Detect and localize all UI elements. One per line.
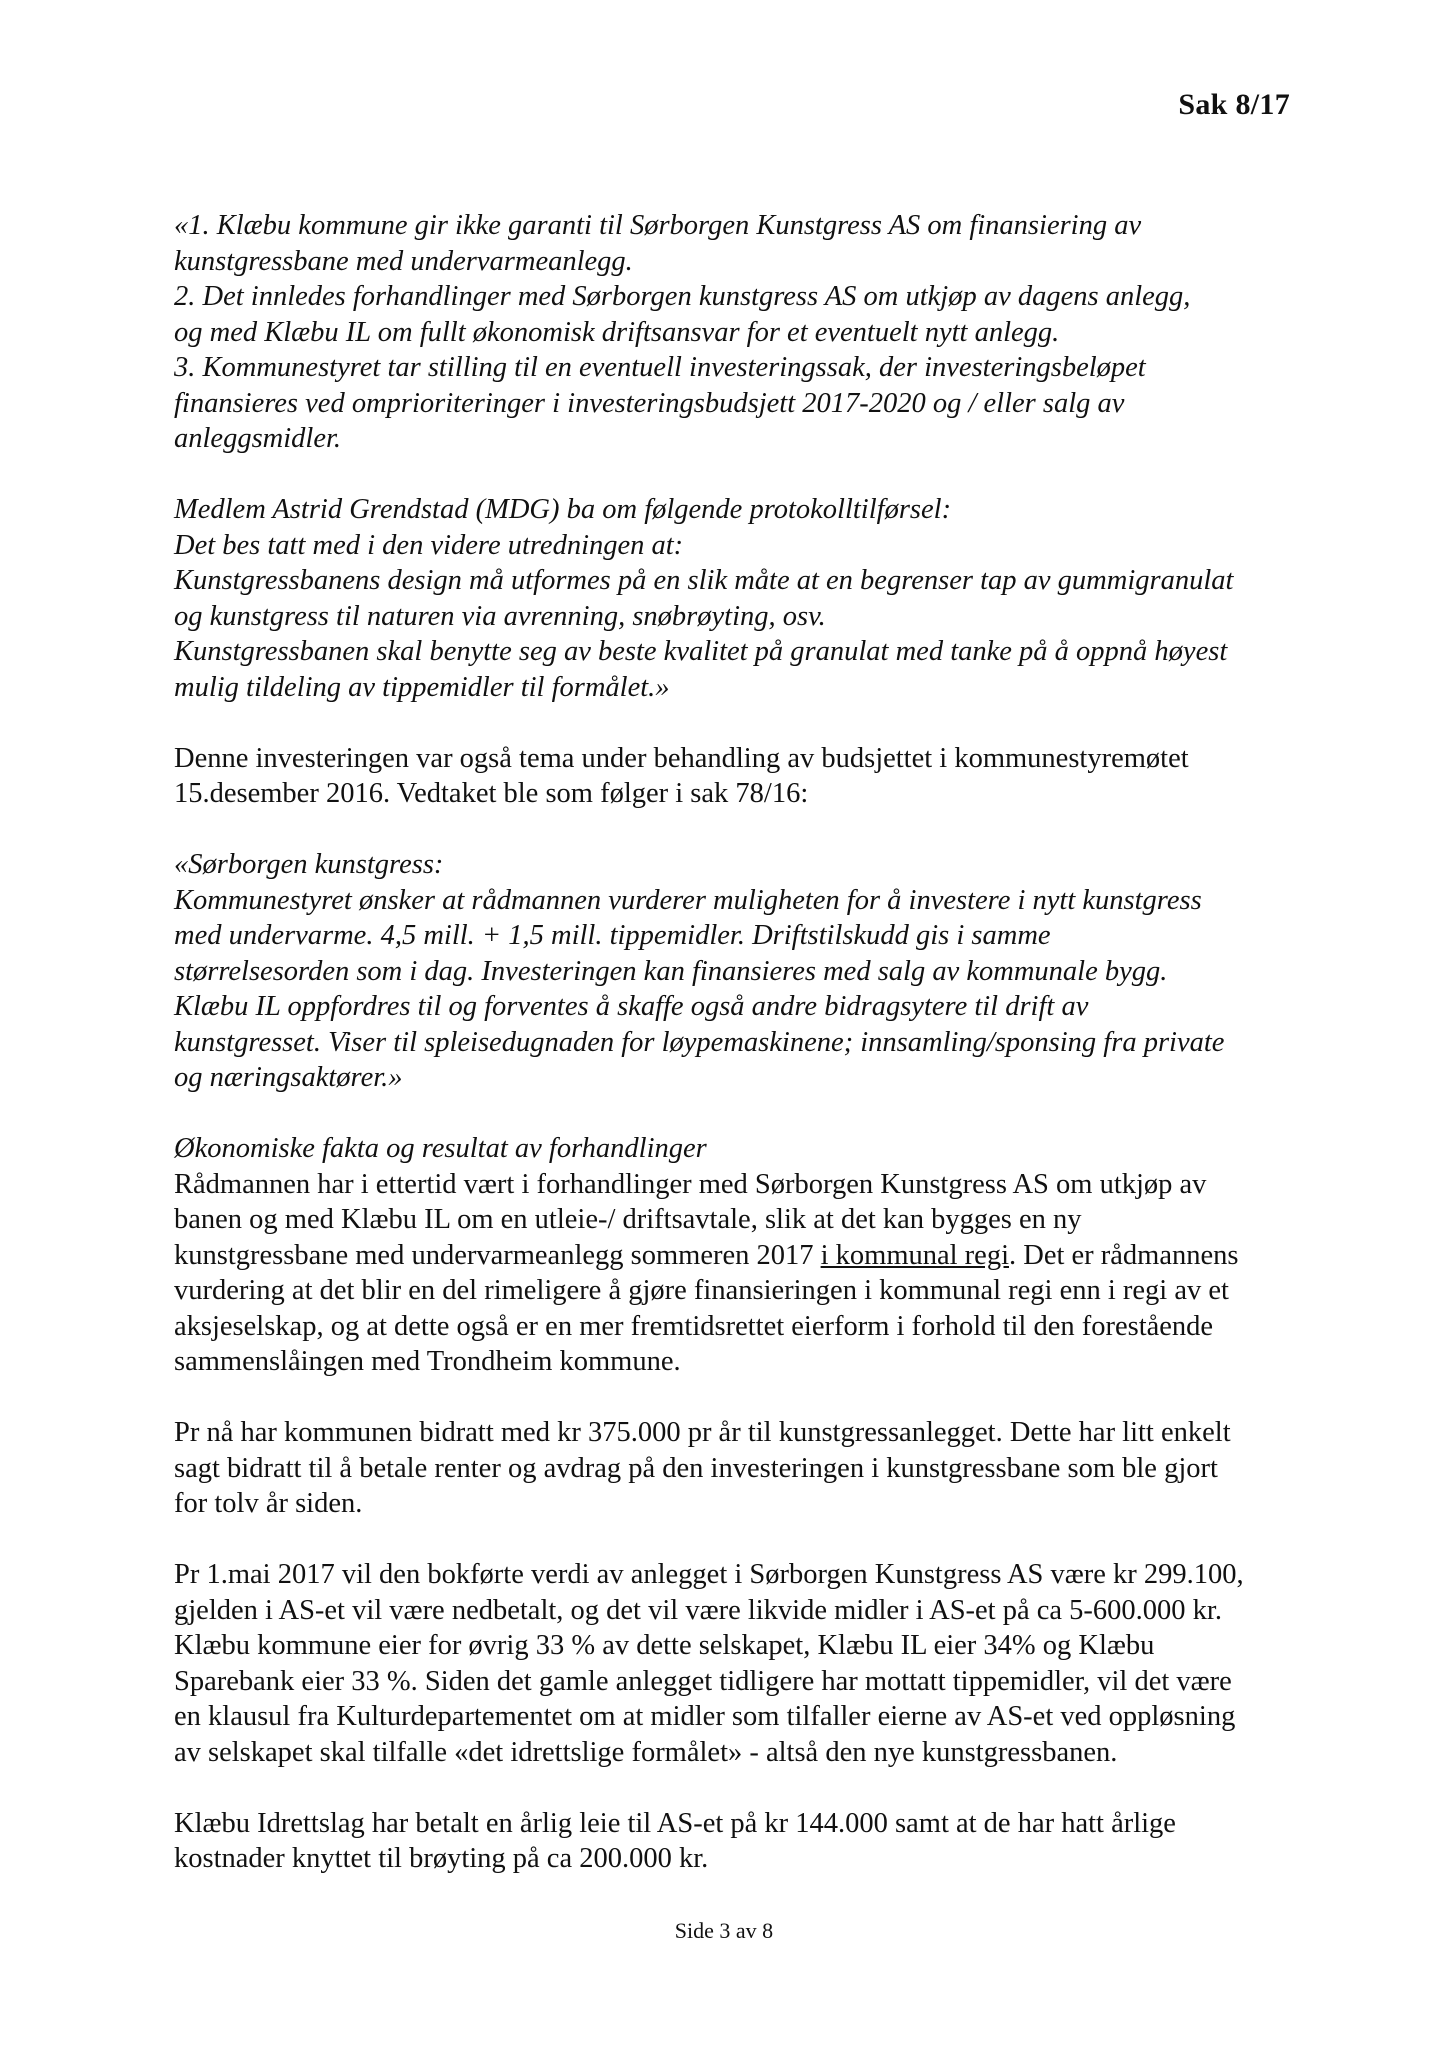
text-line: for tolv år siden. — [174, 1488, 363, 1519]
text-line: «1. Klæbu kommune gir ikke garanti til Sørborgen Kunstgress AS om finansiering av — [174, 210, 1142, 241]
text-line: «Sørborgen kunstgress: — [174, 849, 444, 880]
text-line: Kunstgressbanens design må utformes på en slik måte at en begrenser tap av gummigranulat — [174, 565, 1234, 596]
text-line: sagt bidratt til å betale renter og avdrag på den investeringen i kunstgressbane som ble gjort — [174, 1452, 1218, 1484]
text-line: og kunstgress til naturen via avrenning, snøbrøyting, osv. — [174, 600, 826, 632]
economic-section — [174, 1131, 1284, 1380]
rent-paragraph — [174, 1806, 1284, 1877]
text-line: banen og med Klæbu IL om en utleie-/ driftsavtale, slik at det kan bygges en ny — [174, 1204, 1082, 1235]
text-line: anleggsmidler. — [174, 423, 342, 454]
text-line: 3. Kommunestyret tar stilling til en eventuell investeringssak, der investeringsbeløpet — [174, 352, 1146, 383]
text-line: finansieres ved omprioriteringer i investeringsbudsjett 2017-2020 og / eller salg av — [174, 387, 1125, 419]
text-line: og med Klæbu IL om fullt økonomisk driftsansvar for et eventuelt nytt anlegg. — [174, 316, 1060, 348]
budget-paragraph — [174, 741, 1284, 812]
text-line: Klæbu IL oppfordres til og forventes å skaffe også andre bidragsytere til drift av — [174, 991, 1089, 1022]
text-line: Rådmannen har i ettertid vært i forhandlinger med Sørborgen Kunstgress AS om utkjøp av — [174, 1168, 1207, 1200]
contribution-paragraph — [174, 1415, 1284, 1522]
text-line — [174, 1238, 1284, 1274]
text-line: sammenslåingen med Trondheim kommune. — [174, 1346, 681, 1377]
text-segment: kunstgressbane med undervarmeanlegg sommeren 2017 — [174, 1239, 821, 1271]
text-line: vurdering at det blir en del rimeligere å gjøre finansieringen i kommunal regi enn i regi av et — [174, 1275, 1229, 1306]
budget-quote — [174, 847, 1284, 1096]
text-line: gjelden i AS-et vil være nedbetalt, og det vil være likvide midler i AS-et på ca 5-600.000 kr. — [174, 1594, 1222, 1626]
section-heading: Økonomiske fakta og resultat av forhandlinger — [174, 1133, 707, 1164]
text-line: Kommunestyret ønsker at rådmannen vurderer muligheten for å investere i nytt kunstgress — [174, 884, 1202, 916]
text-line: Det bes tatt med i den videre utredningen at: — [174, 529, 684, 561]
text-line: Klæbu Idrettslag har betalt en årlig leie til AS-et på kr 144.000 samt at de har hatt årlige — [174, 1807, 1176, 1839]
text-line: Sparebank eier 33 %. Siden det gamle anlegget tidligere har mottatt tippemidler, vil det være — [174, 1665, 1232, 1697]
text-line: og næringsaktører.» — [174, 1062, 403, 1093]
document-body — [174, 208, 1284, 1912]
text-line: Kunstgressbanen skal benytte seg av beste kvalitet på granulat med tanke på å oppnå høyest — [174, 636, 1228, 667]
resolution-quote — [174, 208, 1284, 457]
text-line: av selskapet skal tilfalle «det idrettslige formålet» - altså den nye kunstgressbanen. — [174, 1736, 1118, 1768]
text-line: kunstgresset. Viser til spleisedugnaden for løypemaskinene; innsamling/sponsing fra private — [174, 1026, 1225, 1058]
protocol-note — [174, 492, 1284, 705]
page-number: Side 3 av 8 — [674, 1918, 774, 1943]
text-line: aksjeselskap, og at dette også er en mer fremtidsrettet eierform i forhold til den forestående — [174, 1310, 1214, 1342]
text-line: Pr 1.mai 2017 vil den bokførte verdi av anlegget i Sørborgen Kunstgress AS være kr 299.100, — [174, 1559, 1244, 1590]
text-line: mulig tildeling av tippemidler til formålet.» — [174, 671, 670, 703]
text-line: kostnader knyttet til brøyting på ca 200.000 kr. — [174, 1843, 709, 1874]
text-line: størrelsesorden som i dag. Investeringen kan finansieres med salg av kommunale bygg. — [174, 955, 1168, 987]
text-line: en klausul fra Kulturdepartementet om at midler som tilfaller eierne av AS-et ved oppløsning — [174, 1701, 1236, 1732]
text-line: 15.desember 2016. Vedtaket ble som følger i sak 78/16: — [174, 778, 809, 809]
text-line: Pr nå har kommunen bidratt med kr 375.000 pr år til kunstgressanlegget. Dette har litt enkelt — [174, 1417, 1231, 1448]
text-line: Denne investeringen var også tema under behandling av budsjettet i kommunestyremøtet — [174, 742, 1189, 774]
text-line: kunstgressbane med undervarmeanlegg. — [174, 245, 633, 277]
text-segment: . Det er rådmannens — [1009, 1239, 1239, 1271]
case-number: Sak 8/17 — [1178, 88, 1290, 121]
underlined-phrase: i kommunal regi — [820, 1239, 1009, 1271]
text-line: Medlem Astrid Grendstad (MDG) ba om følgende protokolltilførsel: — [174, 494, 952, 525]
text-line: 2. Det innledes forhandlinger med Sørborgen kunstgress AS om utkjøp av dagens anlegg, — [174, 281, 1191, 312]
text-line: med undervarme. 4,5 mill. + 1,5 mill. tippemidler. Driftstilskudd gis i samme — [174, 920, 1051, 951]
text-line: Klæbu kommune eier for øvrig 33 % av dette selskapet, Klæbu IL eier 34% og Klæbu — [174, 1630, 1155, 1661]
book-value-paragraph — [174, 1557, 1284, 1770]
